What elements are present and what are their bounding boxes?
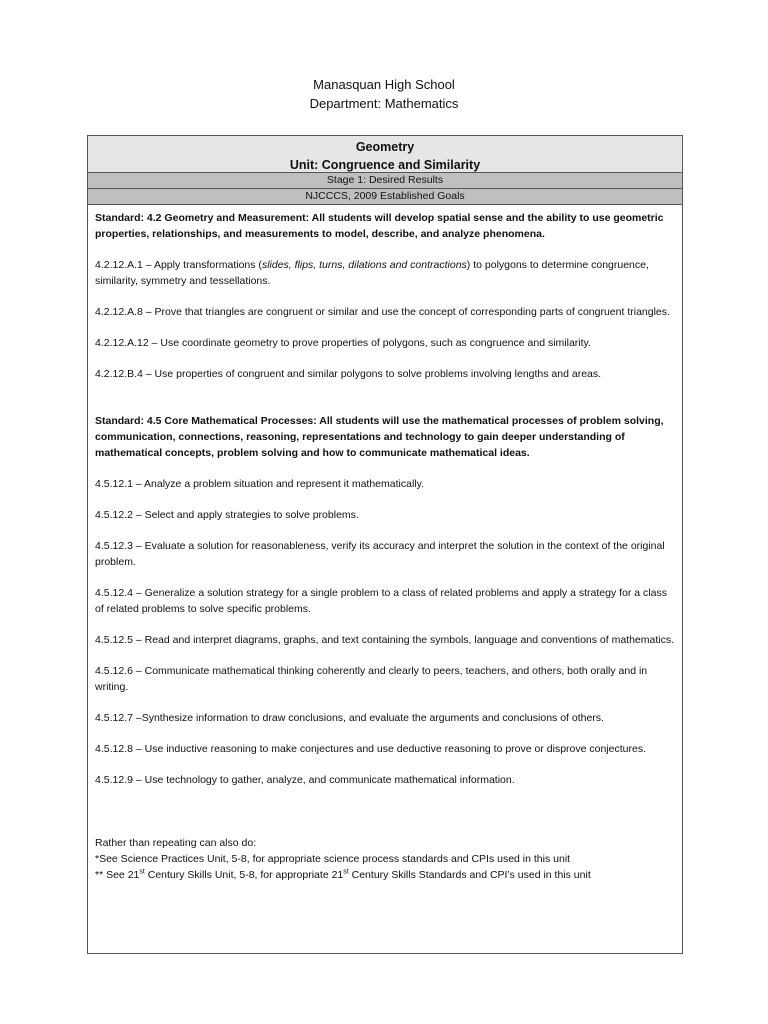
process-item-2: 4.5.12.2 – Select and apply strategies to solve problems. [95,509,359,521]
note-21-sup-1: st [139,868,145,876]
process-item-4: 4.5.12.4 – Generalize a solution strategy for a single problem to a class of related problems and apply a strategy for a class of related problems to solve specific problems. [95,587,667,615]
standard-4-5: Standard: 4.5 Core Mathematical Processes: All students will use the mathematical processes of problem solving, communication, connections, reasoning, representations and technology to gain deeper understanding of mathematical concepts, problem solving and how to communicate mathematical ideas. [95,415,664,459]
process-item-6: 4.5.12.6 – Communicate mathematical thinking coherently and clearly to peers, teachers, and others, both orally and in writing. [95,665,648,693]
standards-body [88,205,682,883]
process-item-7: 4.5.12.7 –Synthesize information to draw conclusions, and evaluate the arguments and conclusions of others. [95,712,604,724]
process-item-9: 4.5.12.9 – Use technology to gather, analyze, and communicate mathematical information. [95,774,515,786]
a1-suffix: ) to polygons to determine congruence, similarity, symmetry and tessellations. [95,259,649,287]
process-item-8: 4.5.12.8 – Use inductive reasoning to make conjectures and use deductive reasoning to prove or disprove conjectures. [95,743,646,755]
standard-item-a12: 4.2.12.A.12 – Use coordinate geometry to prove properties of polygons, such as congruence and similarity. [95,337,591,349]
school-name: Manasquan High School [313,77,455,92]
stage-bar: Stage 1: Desired Results [88,173,682,189]
unit-table [87,135,683,954]
process-item-1: 4.5.12.1 – Analyze a problem situation and represent it mathematically. [95,478,424,490]
department-name: Department: Mathematics [309,96,459,111]
process-item-5: 4.5.12.5 – Read and interpret diagrams, graphs, and text containing the symbols, language and conventions of mathematics. [95,634,675,646]
unit-title: Unit: Congruence and Similarity [289,158,481,172]
note-intro: Rather than repeating can also do: [95,837,257,849]
standard-item-b4: 4.2.12.B.4 – Use properties of congruent and similar polygons to solve problems involving lengths and areas. [95,368,602,380]
a1-italic: slides, flips, turns, dilations and contractions [261,259,467,271]
note-21-sup-2: st [343,868,349,876]
course-title: Geometry [355,140,415,154]
standard-item-a8: 4.2.12.A.8 – Prove that triangles are congruent or similar and use the concept of corresponding parts of congruent triangles. [95,306,670,318]
note-21st-century [95,867,676,883]
note-21-part-c: Century Skills Standards and CPI’s used in this unit [348,869,591,881]
goals-bar: NJCCCS, 2009 Established Goals [88,189,682,205]
standard-4-2: Standard: 4.2 Geometry and Measurement: All students will develop spatial sense and the ability to use geometric properties, relationships, and measurements to model, describe, and analyze phenomena. [95,212,664,240]
note-21-part-a: ** See 21 [95,869,140,881]
note-21-part-b: Century Skills Unit, 5-8, for appropriate 21 [144,869,344,881]
process-item-3: 4.5.12.3 – Evaluate a solution for reasonableness, verify its accuracy and interpret the solution in the context of the original problem. [95,540,665,568]
note-science: *See Science Practices Unit, 5-8, for appropriate science process standards and CPIs used in this unit [95,853,571,865]
title-cell [88,136,682,173]
standard-item-a1 [95,257,676,289]
a1-prefix: 4.2.12.A.1 – Apply transformations ( [95,259,262,271]
